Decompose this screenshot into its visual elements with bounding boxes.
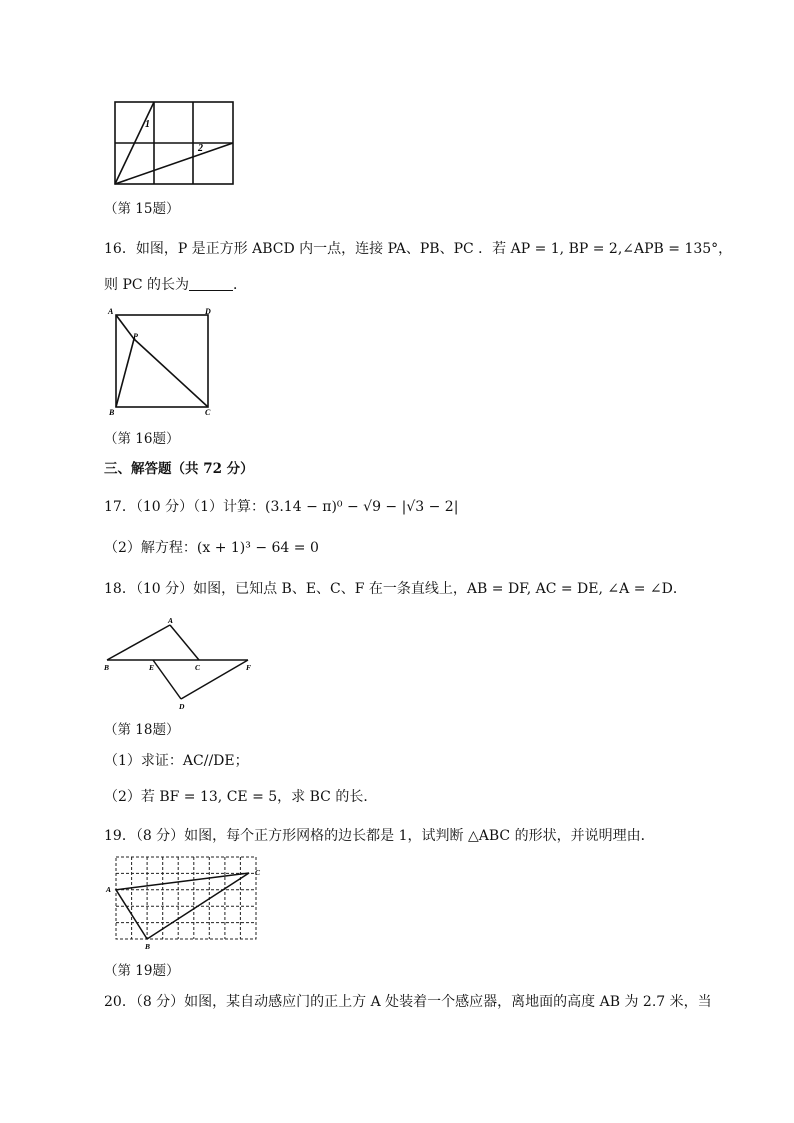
fig18-segment-ED (153, 660, 181, 699)
fig16-segment-PC (134, 339, 208, 407)
fig16-segment-PA (116, 315, 134, 339)
fig15-diagonal-2 (115, 143, 233, 184)
figure-16 (104, 302, 224, 422)
q16-line2-post: ． (233, 277, 248, 293)
fig18-segment-DF (181, 660, 248, 699)
fig18-segment-AC (170, 625, 199, 660)
fig16-label-P: P (133, 332, 138, 341)
q19-line1: 19．（8 分）如图，每个正方形网格的边长都是 1，试判断 △ABC 的形状，并说明理由． (104, 828, 655, 844)
fig18-label-E: E (149, 663, 155, 672)
fig16-label-B: B (109, 408, 115, 417)
q17-line1: 17．（10 分）（1）计算：(3.14 − π)⁰ − √9 − |√3 − 2| (104, 499, 459, 515)
fig16-label-A: A (108, 307, 114, 316)
figure-19 (104, 855, 268, 950)
fig18-label-B: B (104, 663, 110, 672)
fig19-label-A: A (106, 885, 112, 894)
fig18-segment-AB (107, 625, 170, 660)
q17-line2: （2）解方程：(x + 1)³ − 64 = 0 (104, 540, 319, 556)
figure-18 (104, 615, 254, 711)
fig16-label-D: D (205, 307, 211, 316)
fig19-label-B: B (145, 942, 151, 951)
fig18-label-F: F (246, 663, 252, 672)
fig19-label-C: C (255, 868, 261, 877)
fig18-label-C: C (195, 663, 201, 672)
fig18-label-A: A (168, 616, 174, 625)
q16-answer-blank (189, 276, 233, 291)
fig19-caption: （第 19题） (104, 963, 180, 979)
fig19-dashed-grid (116, 857, 256, 939)
q18-line1: 18．（10 分）如图，已知点 B、E、C、F 在一条直线上，AB = DF, AC = DE, ∠A = ∠D． (104, 581, 687, 597)
q16-line2 (104, 275, 247, 295)
figure-15 (112, 100, 236, 186)
q16-line1: 16．如图，P 是正方形 ABCD 内一点，连接 PA、PB、PC ．若 AP = 1, BP = 2,∠APB = 135°， (104, 241, 733, 257)
fig15-caption: （第 15题） (104, 201, 180, 217)
section3-title: 三、解答题（共 72 分） (104, 461, 254, 477)
q18-sub1: （1）求证：AC//DE； (104, 753, 249, 769)
fig16-segment-PB (116, 339, 134, 407)
fig18-caption: （第 18题） (104, 722, 180, 738)
q16-line2-pre: 则 PC 的长为 (104, 277, 190, 293)
fig16-square (116, 315, 208, 407)
fig16-label-C: C (205, 408, 211, 417)
q18-sub2: （2）若 BF = 13, CE = 5，求 BC 的长． (104, 789, 378, 805)
q20-line1: 20．（8 分）如图，某自动感应门的正上方 A 处装着一个感应器，离地面的高度 AB 为 2.7 米，当 (104, 994, 712, 1010)
fig18-label-D: D (179, 702, 185, 711)
fig15-label-2: 2 (198, 143, 203, 154)
fig15-label-1: 1 (145, 119, 150, 130)
fig16-caption: （第 16题） (104, 431, 180, 447)
